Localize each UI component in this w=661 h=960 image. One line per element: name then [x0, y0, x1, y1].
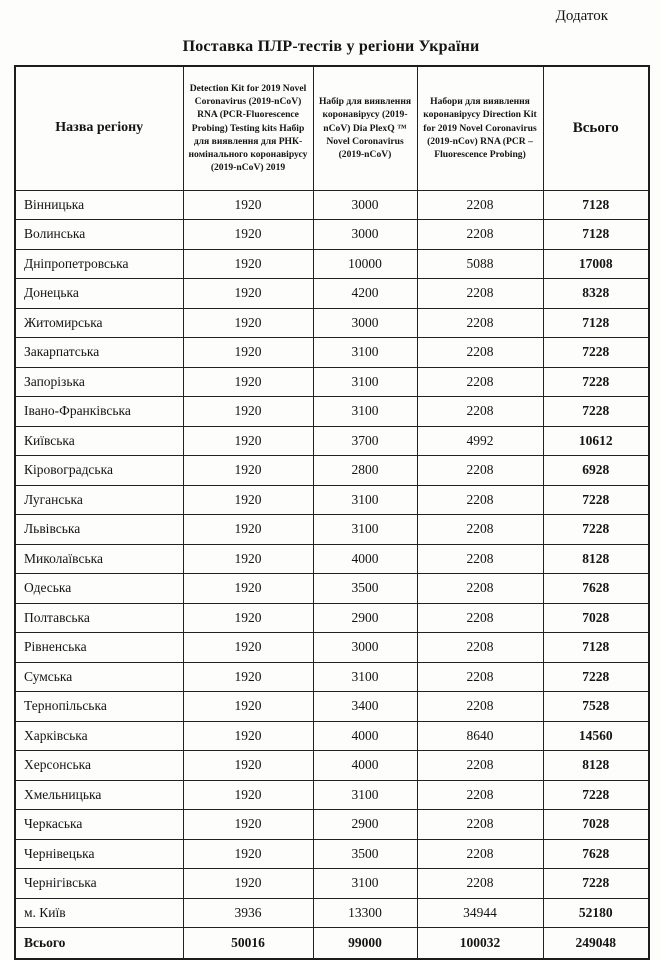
- table-header-row: [15, 66, 649, 190]
- value-cell: 3100: [313, 485, 417, 515]
- value-cell: 4000: [313, 544, 417, 574]
- value-cell: 2208: [417, 810, 543, 840]
- row-total-cell: 7128: [543, 190, 649, 220]
- region-cell: Сумська: [15, 662, 183, 692]
- value-cell: 1920: [183, 279, 313, 309]
- value-cell: 1920: [183, 839, 313, 869]
- table-row: [15, 839, 649, 869]
- value-cell: 2800: [313, 456, 417, 486]
- value-cell: 3000: [313, 633, 417, 663]
- region-cell: Київська: [15, 426, 183, 456]
- row-total-cell: 7628: [543, 574, 649, 604]
- region-cell: Полтавська: [15, 603, 183, 633]
- table-row: [15, 751, 649, 781]
- table-row: [15, 397, 649, 427]
- row-total-cell: 7228: [543, 485, 649, 515]
- table-row: [15, 426, 649, 456]
- delivery-table: [14, 65, 650, 960]
- region-cell: Херсонська: [15, 751, 183, 781]
- value-cell: 2208: [417, 633, 543, 663]
- row-total-cell: 7228: [543, 367, 649, 397]
- value-cell: 3100: [313, 662, 417, 692]
- row-total-cell: 7128: [543, 220, 649, 250]
- value-cell: 1920: [183, 574, 313, 604]
- value-cell: 2208: [417, 574, 543, 604]
- value-cell: 8640: [417, 721, 543, 751]
- value-cell: 1920: [183, 633, 313, 663]
- value-cell: 34944: [417, 898, 543, 928]
- document-title: Поставка ПЛР-тестів у регіони України: [182, 38, 480, 55]
- table-row: [15, 603, 649, 633]
- table-row: [15, 308, 649, 338]
- value-cell: 1920: [183, 662, 313, 692]
- value-cell: 3500: [313, 574, 417, 604]
- value-cell: 1920: [183, 397, 313, 427]
- row-total-cell: 52180: [543, 898, 649, 928]
- row-total-cell: 7228: [543, 780, 649, 810]
- value-cell: 2208: [417, 397, 543, 427]
- value-cell: 3000: [313, 190, 417, 220]
- value-cell: 1920: [183, 367, 313, 397]
- table-row: [15, 544, 649, 574]
- table-row: [15, 338, 649, 368]
- row-total-cell: 7228: [543, 869, 649, 899]
- value-cell: 3100: [313, 367, 417, 397]
- row-total-cell: 249048: [543, 928, 649, 959]
- value-cell: 2208: [417, 544, 543, 574]
- value-cell: 1920: [183, 869, 313, 899]
- header-cell-total: Всього: [543, 66, 649, 190]
- appendix-label: Додаток: [555, 8, 608, 24]
- value-cell: 3100: [313, 780, 417, 810]
- region-cell: Вінницька: [15, 190, 183, 220]
- value-cell: 1920: [183, 338, 313, 368]
- value-cell: 3700: [313, 426, 417, 456]
- value-cell: 1920: [183, 456, 313, 486]
- region-cell: Миколаївська: [15, 544, 183, 574]
- value-cell: 2208: [417, 485, 543, 515]
- row-total-cell: 14560: [543, 721, 649, 751]
- row-total-cell: 10612: [543, 426, 649, 456]
- region-cell: Тернопільська: [15, 692, 183, 722]
- value-cell: 1920: [183, 220, 313, 250]
- value-cell: 1920: [183, 426, 313, 456]
- value-cell: 13300: [313, 898, 417, 928]
- region-cell: Луганська: [15, 485, 183, 515]
- header-cell-region: Назва регіону: [15, 66, 183, 190]
- value-cell: 3100: [313, 397, 417, 427]
- region-cell: Хмельницька: [15, 780, 183, 810]
- row-total-cell: 7228: [543, 662, 649, 692]
- row-total-cell: 7228: [543, 515, 649, 545]
- table-row: [15, 485, 649, 515]
- region-cell: Чернівецька: [15, 839, 183, 869]
- value-cell: 1920: [183, 751, 313, 781]
- table-row: [15, 190, 649, 220]
- value-cell: 2208: [417, 190, 543, 220]
- value-cell: 5088: [417, 249, 543, 279]
- table-row: [15, 869, 649, 899]
- value-cell: 1920: [183, 515, 313, 545]
- value-cell: 1920: [183, 692, 313, 722]
- row-total-cell: 7128: [543, 308, 649, 338]
- value-cell: 3000: [313, 308, 417, 338]
- header-cell-direction-kit: Набори для виявлення коронавірусу Direction Kit for 2019 Novel Coronavirus (2019-nCov) RNA (PCR – Fluorescence Probing): [417, 66, 543, 190]
- table-row: [15, 662, 649, 692]
- value-cell: 2208: [417, 869, 543, 899]
- value-cell: 1920: [183, 308, 313, 338]
- value-cell: 1920: [183, 544, 313, 574]
- value-cell: 2208: [417, 220, 543, 250]
- region-cell: Донецька: [15, 279, 183, 309]
- table-row: [15, 692, 649, 722]
- table-row: [15, 721, 649, 751]
- region-cell: Всього: [15, 928, 183, 959]
- value-cell: 4000: [313, 721, 417, 751]
- table-row: [15, 456, 649, 486]
- table-row: [15, 898, 649, 928]
- table-row: [15, 279, 649, 309]
- value-cell: 2208: [417, 662, 543, 692]
- value-cell: 3100: [313, 515, 417, 545]
- row-total-cell: 8328: [543, 279, 649, 309]
- region-cell: Івано-Франківська: [15, 397, 183, 427]
- value-cell: 1920: [183, 603, 313, 633]
- table-row: [15, 633, 649, 663]
- row-total-cell: 7128: [543, 633, 649, 663]
- region-cell: Одеська: [15, 574, 183, 604]
- row-total-cell: 6928: [543, 456, 649, 486]
- region-cell: Львівська: [15, 515, 183, 545]
- value-cell: 3100: [313, 869, 417, 899]
- value-cell: 2208: [417, 515, 543, 545]
- region-cell: Закарпатська: [15, 338, 183, 368]
- table-row: [15, 220, 649, 250]
- value-cell: 2900: [313, 603, 417, 633]
- region-cell: Запорізька: [15, 367, 183, 397]
- table-row: [15, 515, 649, 545]
- value-cell: 3936: [183, 898, 313, 928]
- table-row: [15, 249, 649, 279]
- region-cell: Кіровоградська: [15, 456, 183, 486]
- value-cell: 2208: [417, 279, 543, 309]
- value-cell: 1920: [183, 485, 313, 515]
- value-cell: 4992: [417, 426, 543, 456]
- value-cell: 10000: [313, 249, 417, 279]
- value-cell: 2208: [417, 367, 543, 397]
- table-body: [15, 190, 649, 959]
- region-cell: Волинська: [15, 220, 183, 250]
- table-row: [15, 780, 649, 810]
- row-total-cell: 7028: [543, 603, 649, 633]
- value-cell: 2208: [417, 308, 543, 338]
- region-cell: Дніпропетровська: [15, 249, 183, 279]
- row-total-cell: 7028: [543, 810, 649, 840]
- value-cell: 3100: [313, 338, 417, 368]
- value-cell: 2208: [417, 751, 543, 781]
- value-cell: 100032: [417, 928, 543, 959]
- row-total-cell: 17008: [543, 249, 649, 279]
- value-cell: 2208: [417, 780, 543, 810]
- value-cell: 99000: [313, 928, 417, 959]
- region-cell: Чернігівська: [15, 869, 183, 899]
- value-cell: 2208: [417, 603, 543, 633]
- row-total-cell: 8128: [543, 544, 649, 574]
- value-cell: 2208: [417, 456, 543, 486]
- region-cell: Черкаська: [15, 810, 183, 840]
- value-cell: 1920: [183, 810, 313, 840]
- value-cell: 3500: [313, 839, 417, 869]
- row-total-cell: 7228: [543, 397, 649, 427]
- value-cell: 3000: [313, 220, 417, 250]
- value-cell: 4200: [313, 279, 417, 309]
- value-cell: 2208: [417, 338, 543, 368]
- region-cell: Харківська: [15, 721, 183, 751]
- region-cell: Житомирська: [15, 308, 183, 338]
- value-cell: 2208: [417, 692, 543, 722]
- row-total-cell: 7528: [543, 692, 649, 722]
- value-cell: 4000: [313, 751, 417, 781]
- value-cell: 1920: [183, 721, 313, 751]
- value-cell: 1920: [183, 190, 313, 220]
- header-cell-detection-kit: Detection Kit for 2019 Novel Coronavirus (2019-nCoV) RNA (PCR-Fluorescence Probing) Testing kits Набір для виявлення для РНК-номінального коронавірусу (2019-nCoV) 2019: [183, 66, 313, 190]
- value-cell: 2900: [313, 810, 417, 840]
- row-total-cell: 7228: [543, 338, 649, 368]
- value-cell: 2208: [417, 839, 543, 869]
- table-row: [15, 574, 649, 604]
- value-cell: 3400: [313, 692, 417, 722]
- header-cell-diaplexq-kit: Набір для виявлення коронавірусу (2019-nCoV) Dia PlexQ ™ Novel Coronavirus (2019-nCoV): [313, 66, 417, 190]
- row-total-cell: 8128: [543, 751, 649, 781]
- value-cell: 50016: [183, 928, 313, 959]
- table-total-row: [15, 928, 649, 959]
- region-cell: Рівненська: [15, 633, 183, 663]
- table-row: [15, 367, 649, 397]
- value-cell: 1920: [183, 249, 313, 279]
- table-row: [15, 810, 649, 840]
- region-cell: м. Київ: [15, 898, 183, 928]
- value-cell: 1920: [183, 780, 313, 810]
- row-total-cell: 7628: [543, 839, 649, 869]
